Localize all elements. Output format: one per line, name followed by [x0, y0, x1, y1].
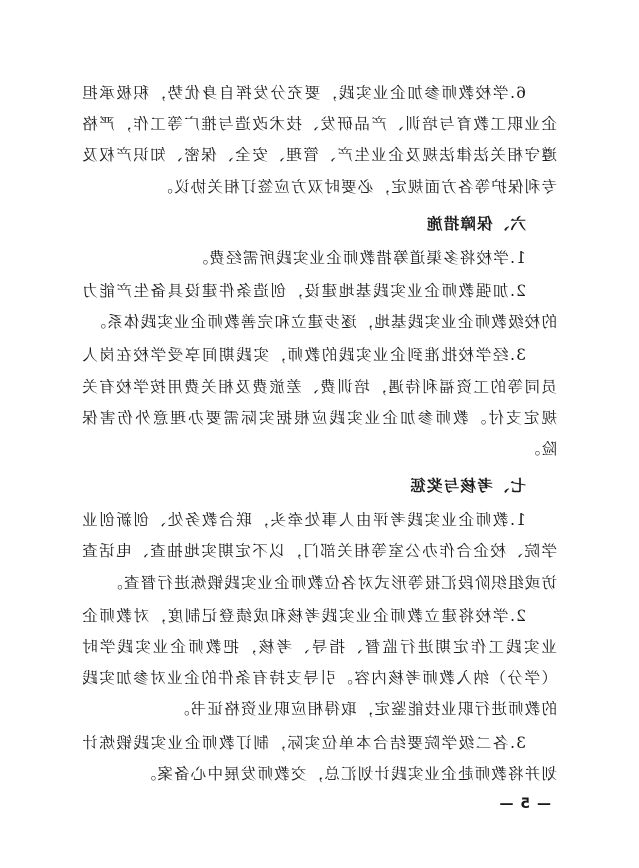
safeguards-item-3: 3.经学校批准到企业实践的教师，实践期间享受学校在岗人员同等的工资福利待遇，培训费、差旅费及相关费用按学校有关规定支付。教师参加企业实践应根据实际需要办理意外伤害保险。: [81, 346, 557, 459]
assessment-item-1: 1.教师企业实践考评由人事处牵头，联合教务处、创新创业学院、校企合作办公室等相关部门，以不定期实地抽查、电话查访或组织阶段汇报等形式对各位教师企业实践锻炼进行督查。: [81, 511, 557, 592]
assessment-item-2: 2.学校将建立教师企业实践考核和成绩登记制度，对教师企业实践工作定期进行监督、指导、考核，把教师企业实践学时（学分）纳入教师考核内容。引导支持有条件的企业对参加实践的教师进行职业技能鉴定，取得相应职业资格证书。: [81, 606, 557, 719]
section-heading-safeguards: 六、保障措施: [425, 214, 526, 233]
assessment-item-3: 3.各二级学院要结合本单位实际，制订教师企业实践锻炼计划并将教师赴企业实践计划汇总，交教师发展中心备案。: [81, 733, 557, 783]
paragraph-6: 6.学校教师参加企业实践，要充分发挥自身优势，积极承担企业职工教育与培训、产品研发、技术改造与推广等工作，严格遵守相关法律法规及企业生产、管理、安全、保密、知识产权及专利保护等各方面规定，必要时双方应签订相关协议。: [81, 84, 557, 196]
section-heading-assessment: 七、考核与奖惩: [409, 477, 526, 496]
safeguards-item-1: 1.学校将多渠道筹措教师企业实践所需经费。: [191, 248, 526, 267]
page-number: — 5 —: [498, 796, 551, 812]
document-body: [81, 78, 557, 792]
safeguards-item-2: 2.加强教师企业实践基地建设，创造条件建设具备生产能力的校级教师企业实践基地，逐步建立和完善教师企业实践体系。: [81, 282, 557, 332]
